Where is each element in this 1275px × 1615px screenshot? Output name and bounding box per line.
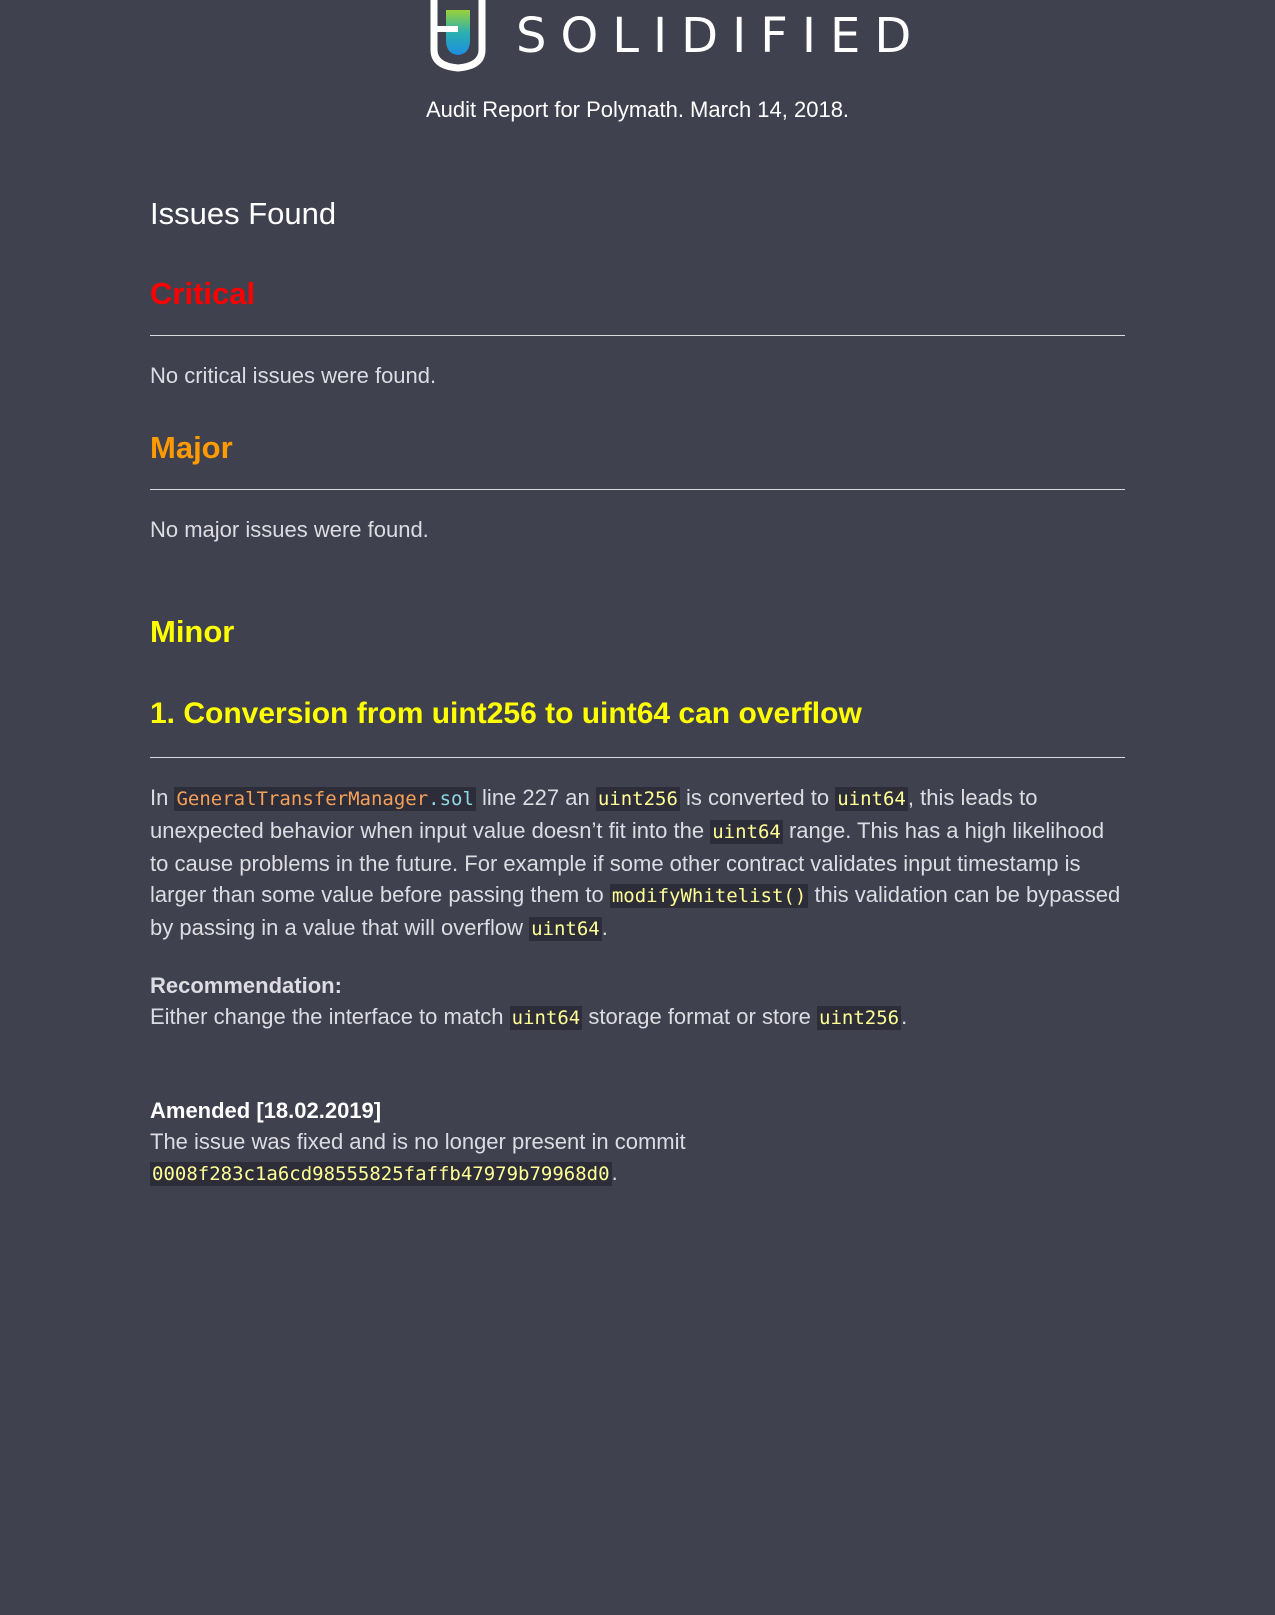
recommendation-label: Recommendation: <box>150 973 342 998</box>
period: . <box>611 1160 618 1185</box>
issue-description <box>150 782 1125 945</box>
amended-label: Amended [18.02.2019] <box>150 1098 382 1123</box>
report-header <box>0 0 1275 140</box>
text-converted: is converted to <box>686 785 830 810</box>
text-leads: , this leads to unexpected behavior when input value doesn’t fit into the <box>150 785 1038 843</box>
amended-note <box>150 1095 1125 1190</box>
code-uint64: uint64 <box>511 1007 581 1029</box>
code-modify-whitelist: modifyWhitelist() <box>611 885 807 907</box>
text-bypass: this validation can be bypassed by passing in a value that will overflow <box>150 882 1121 940</box>
amended-text: The issue was fixed and is no longer present in commit <box>150 1129 686 1154</box>
code-file-base: GeneralTransferManager <box>176 788 429 810</box>
recommendation <box>150 970 1125 1034</box>
recommendation-text <box>150 1001 1125 1034</box>
commit-line <box>150 1157 1125 1190</box>
text-range: range. This has a high likelihood to cause problems in the future. For example if some other contract validates input timestamp is larger than some value before passing them to <box>150 818 1105 907</box>
major-heading: Major <box>150 430 233 465</box>
divider <box>150 489 1125 490</box>
brand-name: SOLIDIFIED <box>516 8 926 64</box>
code-uint256: uint256 <box>819 1007 900 1029</box>
period: . <box>601 915 608 940</box>
text-line: line 227 an <box>482 785 590 810</box>
code-file-ext: .sol <box>428 788 474 810</box>
divider <box>150 335 1125 336</box>
rec-text-1: Either change the interface to match <box>150 1004 504 1029</box>
period: . <box>901 1004 908 1029</box>
code-uint64: uint64 <box>531 918 600 940</box>
code-uint256: uint256 <box>597 788 678 810</box>
code-uint64: uint64 <box>837 788 906 810</box>
section-title: Issues Found <box>150 196 337 231</box>
critical-text: No critical issues were found. <box>150 363 437 388</box>
critical-heading: Critical <box>150 276 256 311</box>
report-subtitle: Audit Report for Polymath. March 14, 2018. <box>425 97 850 122</box>
commit-hash: 0008f283c1a6cd98555825faffb47979b79968d0 <box>152 1163 610 1185</box>
code-file <box>174 787 475 811</box>
divider <box>150 757 1125 758</box>
minor-heading: Minor <box>150 614 235 649</box>
issue-title: 1. Conversion from uint256 to uint64 can overflow <box>150 697 862 730</box>
text-in: In <box>150 785 169 810</box>
major-text: No major issues were found. <box>150 517 429 542</box>
code-uint64: uint64 <box>712 821 781 843</box>
solidified-logo-icon <box>428 0 488 72</box>
rec-text-2: storage format or store <box>588 1004 811 1029</box>
